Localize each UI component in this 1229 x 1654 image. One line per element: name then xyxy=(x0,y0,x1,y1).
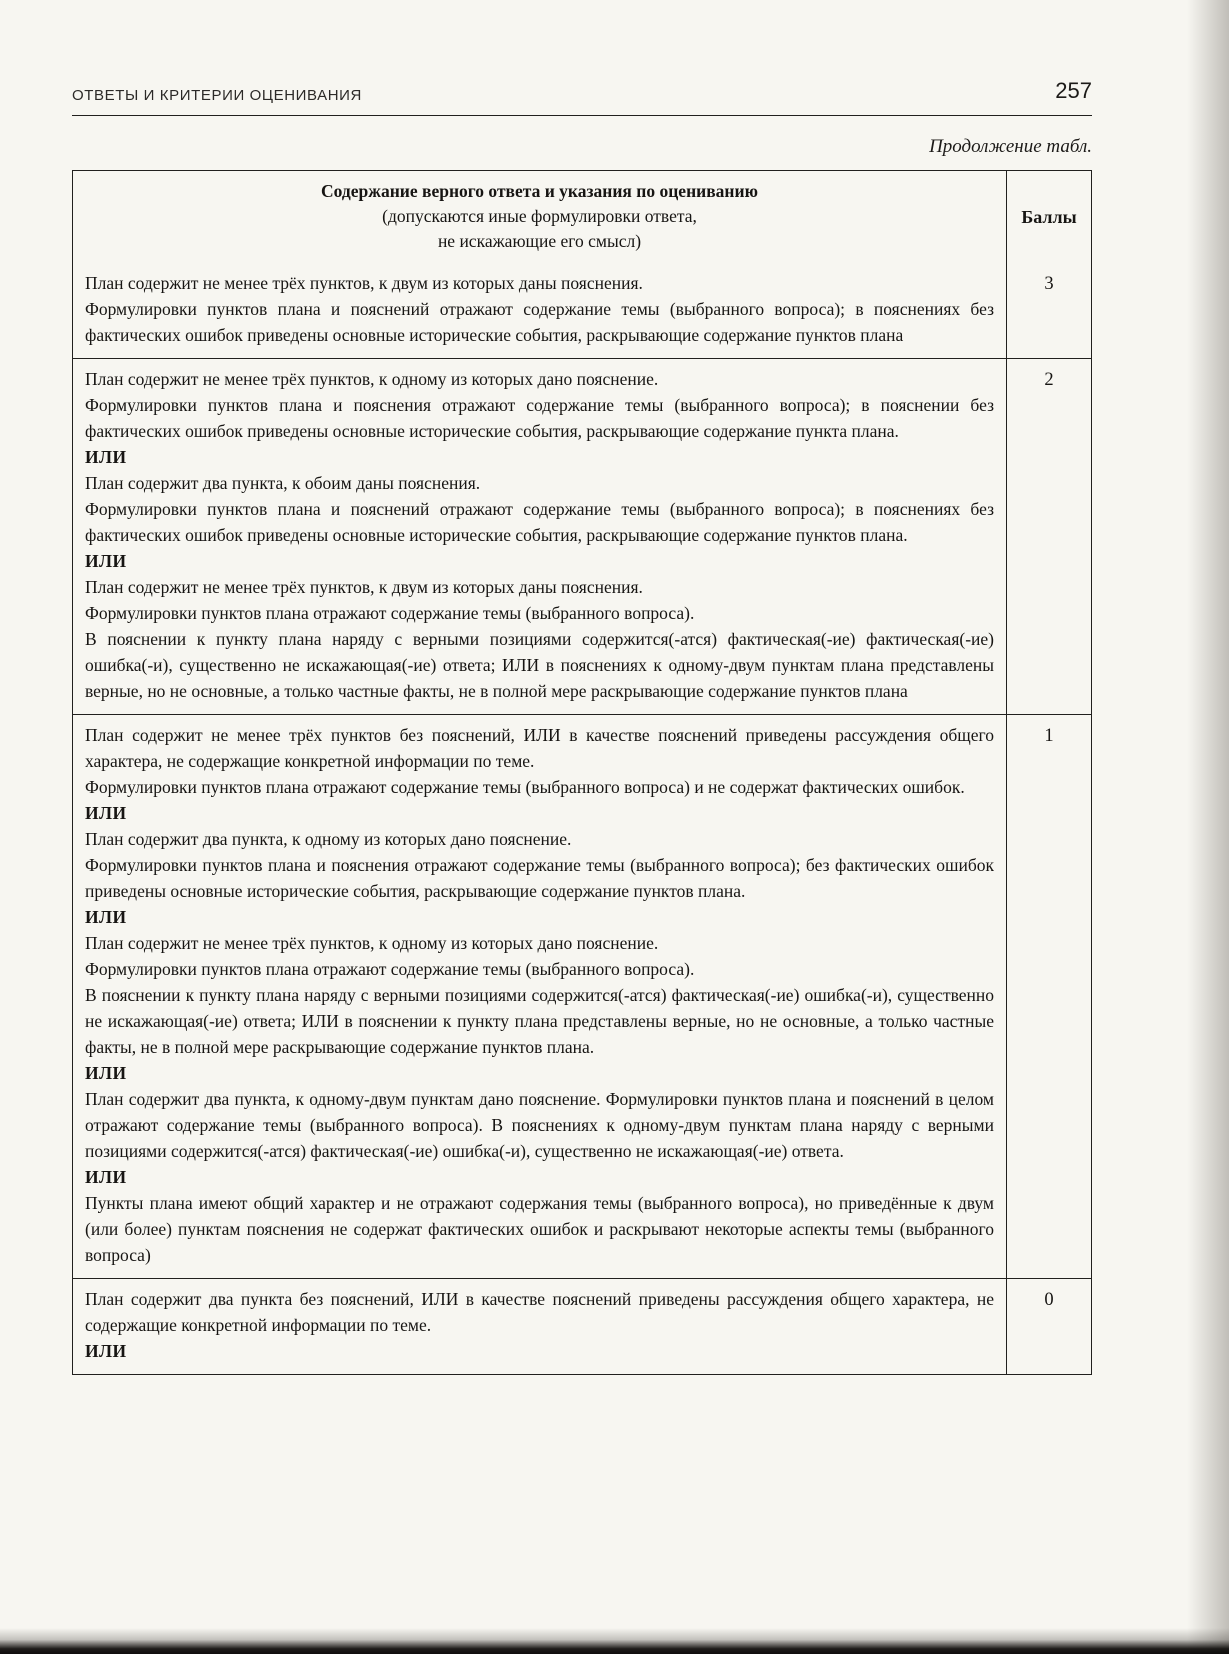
criteria-paragraph: План содержит два пункта, к одному из которых дано пояснение. xyxy=(85,829,572,849)
criteria-paragraph: Формулировки пунктов плана отражают содержание темы (выбранного вопроса). xyxy=(85,959,695,979)
score-cell: 3 xyxy=(1006,263,1091,358)
criteria-paragraph: Формулировки пунктов плана и пояснения отражают содержание темы (выбранного вопроса); без фактических ошибок приведены основные исторические события, раскрывающие содержание пунктов плана. xyxy=(85,855,994,901)
criteria-paragraph: План содержит не менее трёх пунктов, к двум из которых даны пояснения. xyxy=(85,273,643,293)
or-separator: ИЛИ xyxy=(85,907,127,927)
or-separator: ИЛИ xyxy=(85,803,127,823)
criteria-paragraph: В пояснении к пункту плана наряду с верными позициями содержится(-атся) фактическая(-ие) фактическая(-ие) ошибка(-и), существенно не искажающая(-ие) ответа; ИЛИ в пояснениях к одному-двум пунктам плана представлены верные, но не основные, а только частные факты, не в полной мере раскрывающие содержание пунктов плана xyxy=(85,629,994,701)
criteria-paragraph: План содержит два пункта без пояснений, ИЛИ в качестве пояснений приведены рассуждения общего характера, не содержащие конкретной информации по теме. xyxy=(85,1289,994,1335)
table-header-row xyxy=(73,171,1091,263)
table-row xyxy=(73,358,1091,714)
or-separator: ИЛИ xyxy=(85,447,127,467)
criteria-paragraph: План содержит два пункта, к одному-двум пунктам дано пояснение. Формулировки пунктов плана и пояснений в целом отражают содержание темы (выбранного вопроса). В пояснениях к одному-двум пунктам плана наряду с верными позициями содержится(-атся) фактическая(-ие) ошибка(-и), существенно не искажающая(-ие) ответа. xyxy=(85,1089,994,1161)
table-continuation-note: Продолжение табл. xyxy=(929,136,1092,157)
score-cell: 0 xyxy=(1006,1279,1091,1374)
running-head xyxy=(72,78,1092,116)
criteria-cell xyxy=(73,1279,1006,1374)
criteria-paragraph: Формулировки пунктов плана и пояснения отражают содержание темы (выбранного вопроса); в пояснении без фактических ошибок приведены основные исторические события, раскрывающие содержание пункта плана. xyxy=(85,395,994,441)
criteria-paragraph: План содержит не менее трёх пунктов без пояснений, ИЛИ в качестве пояснений приведены рассуждения общего характера, не содержащие конкретной информации по теме. xyxy=(85,725,994,771)
criteria-paragraph: Формулировки пунктов плана отражают содержание темы (выбранного вопроса) и не содержат фактических ошибок. xyxy=(85,777,965,797)
table-body xyxy=(73,263,1091,1374)
criteria-paragraph: План содержит не менее трёх пунктов, к двум из которых даны пояснения. xyxy=(85,577,643,597)
table-row xyxy=(73,714,1091,1278)
criteria-header-line1: Содержание верного ответа и указания по оцениванию xyxy=(321,181,758,201)
criteria-paragraph: Формулировки пунктов плана отражают содержание темы (выбранного вопроса). xyxy=(85,603,695,623)
criteria-paragraph: План содержит не менее трёх пунктов, к одному из которых дано пояснение. xyxy=(85,933,659,953)
score-cell: 2 xyxy=(1006,359,1091,714)
criteria-cell xyxy=(73,359,1006,714)
criteria-header-cell xyxy=(73,171,1006,263)
or-separator: ИЛИ xyxy=(85,1063,127,1083)
or-separator: ИЛИ xyxy=(85,551,127,571)
page-number: 257 xyxy=(1055,78,1092,103)
criteria-paragraph: План содержит не менее трёх пунктов, к одному из которых дано пояснение. xyxy=(85,369,659,389)
or-separator: ИЛИ xyxy=(85,1341,127,1361)
or-separator: ИЛИ xyxy=(85,1167,127,1187)
score-header-cell: Баллы xyxy=(1006,171,1091,263)
score-cell: 1 xyxy=(1006,715,1091,1278)
criteria-paragraph: Формулировки пунктов плана и пояснений отражают содержание темы (выбранного вопроса); в пояснениях без фактических ошибок приведены основные исторические события, раскрывающие содержание пунктов плана. xyxy=(85,499,994,545)
criteria-table xyxy=(72,170,1092,1375)
criteria-paragraph: Формулировки пунктов плана и пояснений отражают содержание темы (выбранного вопроса); в пояснениях без фактических ошибок приведены основные исторические события, раскрывающие содержание пунктов плана xyxy=(85,299,994,345)
table-row xyxy=(73,1278,1091,1374)
criteria-paragraph: В пояснении к пункту плана наряду с верными позициями содержится(-атся) фактическая(-ие) ошибка(-и), существенно не искажающая(-ие) ответа; ИЛИ в пояснении к пункту плана представлены верные, но не основные, а только частные факты, не в полной мере раскрывающие содержание пунктов плана. xyxy=(85,985,994,1057)
criteria-cell xyxy=(73,263,1006,358)
running-head-title: ОТВЕТЫ И КРИТЕРИИ ОЦЕНИВАНИЯ xyxy=(72,87,362,104)
criteria-cell xyxy=(73,715,1006,1278)
criteria-paragraph: План содержит два пункта, к обоим даны пояснения. xyxy=(85,473,481,493)
table-row xyxy=(73,263,1091,358)
criteria-paragraph: Пункты плана имеют общий характер и не отражают содержания темы (выбранного вопроса), но приведённые к двум (или более) пунктам пояснения не содержат фактических ошибок и раскрывают некоторые аспекты темы (выбранного вопроса) xyxy=(85,1193,994,1265)
scan-bottom-edge-shadow xyxy=(0,1628,1229,1654)
criteria-header-line3: не искажающие его смысл) xyxy=(437,231,642,251)
criteria-header-line2: (допускаются иные формулировки ответа, xyxy=(382,206,697,226)
